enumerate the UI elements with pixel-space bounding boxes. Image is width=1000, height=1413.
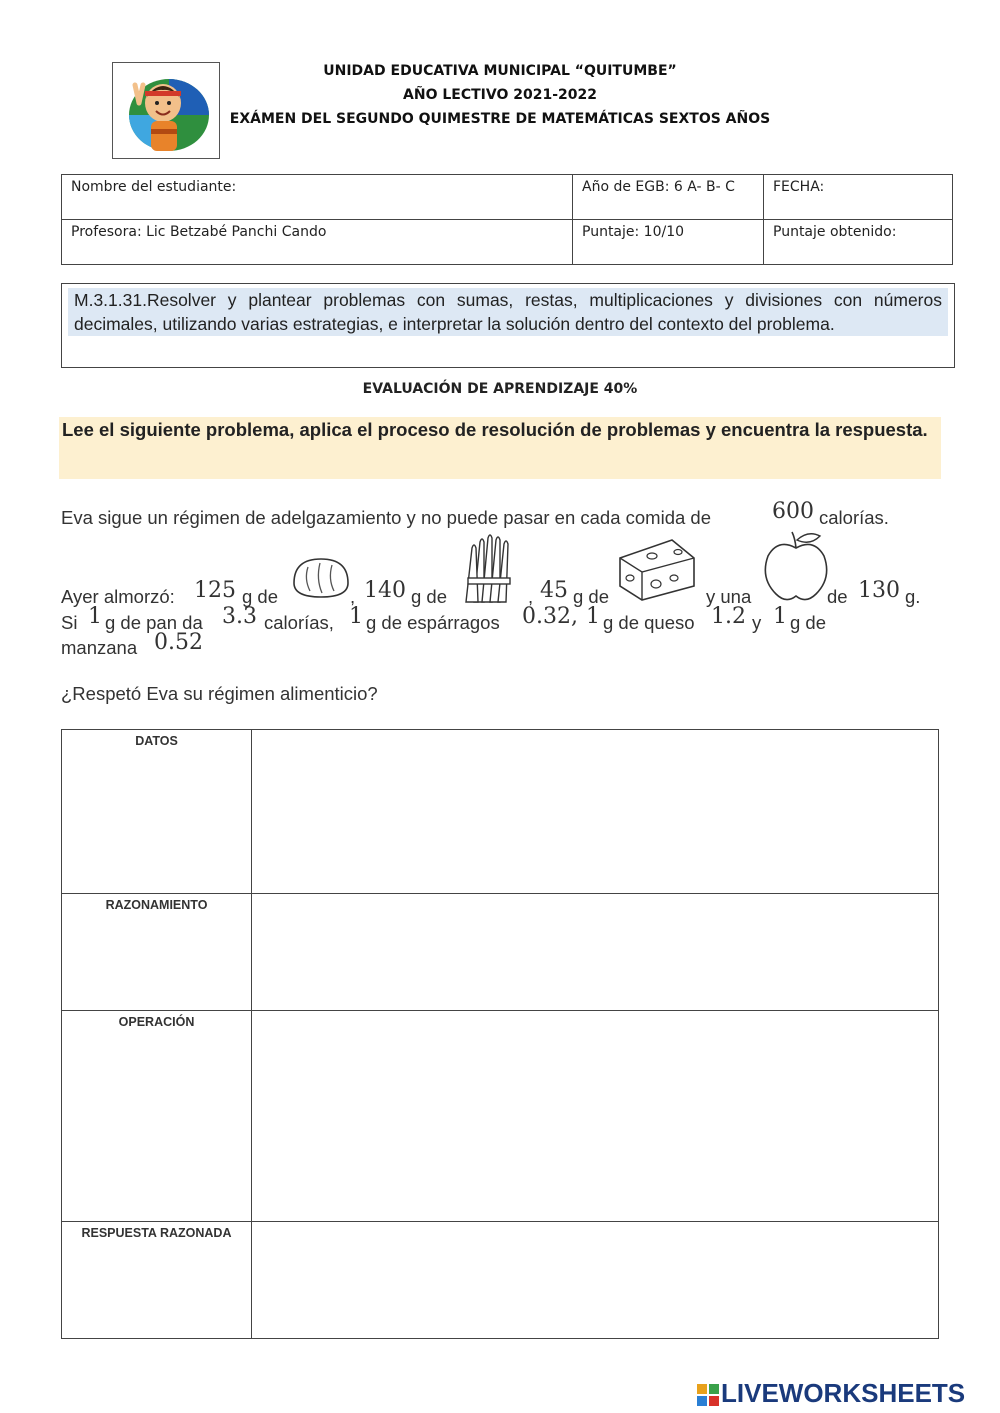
operacion-answer-area[interactable] <box>252 1011 939 1222</box>
date-label: FECHA: <box>773 179 825 195</box>
student-name-label: Nombre del estudiante: <box>71 179 237 195</box>
g-end: g. <box>905 586 921 607</box>
g-de-1: g de <box>242 586 279 607</box>
student-info-table <box>61 174 953 265</box>
score-obtained-field[interactable] <box>764 220 953 265</box>
operacion-label: OPERACIÓN <box>62 1011 252 1222</box>
datos-answer-area[interactable] <box>252 730 939 894</box>
school-year: AÑO LECTIVO 2021-2022 <box>403 87 597 103</box>
bread-icon <box>290 553 352 601</box>
apple-calories: 0.52 <box>154 630 203 655</box>
datos-label: DATOS <box>62 730 252 894</box>
asparagus-calories: 0.32, <box>522 604 578 629</box>
calorias-word: calorías. <box>819 507 889 528</box>
bread-calories: 3.3 <box>222 604 257 629</box>
score-cell <box>573 220 764 265</box>
de-word: de <box>827 586 848 607</box>
one-gram-3: 1 <box>586 604 600 629</box>
g-esparragos: g de espárragos <box>366 612 500 633</box>
cheese-icon <box>616 536 698 602</box>
instruction-text: Lee el siguiente problema, aplica el proceso de resolución de problemas y encuentra la respuesta. <box>59 417 941 479</box>
apple-icon <box>762 528 830 604</box>
competency-box <box>61 283 955 368</box>
ayer-almorzo: Ayer almorzó: <box>61 586 175 607</box>
respuesta-label: RESPUESTA RAZONADA <box>62 1222 252 1339</box>
competency-text: M.3.1.31.Resolver y plantear problemas con sumas, restas, multiplicaciones y divisiones con números decimales, utilizando varias estrategias, e interpretar la solución dentro del contexto del problema. <box>68 288 948 336</box>
liveworksheets-text: LIVEWORKSHEETS <box>721 1378 966 1408</box>
manzana-word: manzana <box>61 637 138 658</box>
razonamiento-answer-area[interactable] <box>252 894 939 1011</box>
comma-2: , <box>528 586 534 607</box>
grade-label: Año de EGB: 6 A- B- C <box>582 179 735 195</box>
calorie-limit: 600 <box>772 499 814 524</box>
asparagus-quantity: 140 <box>364 578 406 603</box>
liveworksheets-badge-icon <box>697 1382 719 1404</box>
bread-quantity: 125 <box>194 578 236 603</box>
apple-quantity: 130 <box>858 578 900 603</box>
teacher-label: Profesora: Lic Betzabé Panchi Cando <box>71 224 327 240</box>
g-de-4: g de <box>790 612 827 633</box>
date-field[interactable] <box>764 175 953 220</box>
teacher-cell <box>62 220 573 265</box>
score-label: Puntaje: 10/10 <box>582 224 685 240</box>
question-text: ¿Respetó Eva su régimen alimenticio? <box>61 683 378 704</box>
problem-intro: Eva sigue un régimen de adelgazamiento y no puede pasar en cada comida de <box>61 507 711 528</box>
g-pan-da: g de pan da <box>105 612 203 633</box>
student-name-field[interactable] <box>62 175 573 220</box>
school-name: UNIDAD EDUCATIVA MUNICIPAL “QUITUMBE” <box>323 63 677 79</box>
razonamiento-label: RAZONAMIENTO <box>62 894 252 1011</box>
one-gram-1: 1 <box>88 604 102 629</box>
one-gram-4: 1 <box>773 604 787 629</box>
answer-table <box>61 729 939 1339</box>
grade-cell <box>573 175 764 220</box>
y-word: y <box>752 612 762 633</box>
g-queso: g de queso <box>603 612 695 633</box>
exam-title: EXÁMEN DEL SEGUNDO QUIMESTRE DE MATEMÁTICAS SEXTOS AÑOS <box>229 111 771 127</box>
comma-1: , <box>350 586 356 607</box>
one-gram-2: 1 <box>349 604 363 629</box>
evaluation-title: EVALUACIÓN DE APRENDIZAJE 40% <box>362 381 638 397</box>
score-obtained-label: Puntaje obtenido: <box>773 224 897 240</box>
asparagus-icon <box>460 532 520 604</box>
si-word: Si <box>61 612 78 633</box>
respuesta-answer-area[interactable] <box>252 1222 939 1339</box>
calorias-comma: calorías, <box>264 612 334 633</box>
liveworksheets-logo <box>697 1378 965 1410</box>
y-una: y una <box>706 586 752 607</box>
cheese-calories: 1.2 <box>711 604 746 629</box>
g-de-3: g de <box>573 586 610 607</box>
cheese-quantity: 45 <box>540 578 568 603</box>
g-de-2: g de <box>411 586 448 607</box>
